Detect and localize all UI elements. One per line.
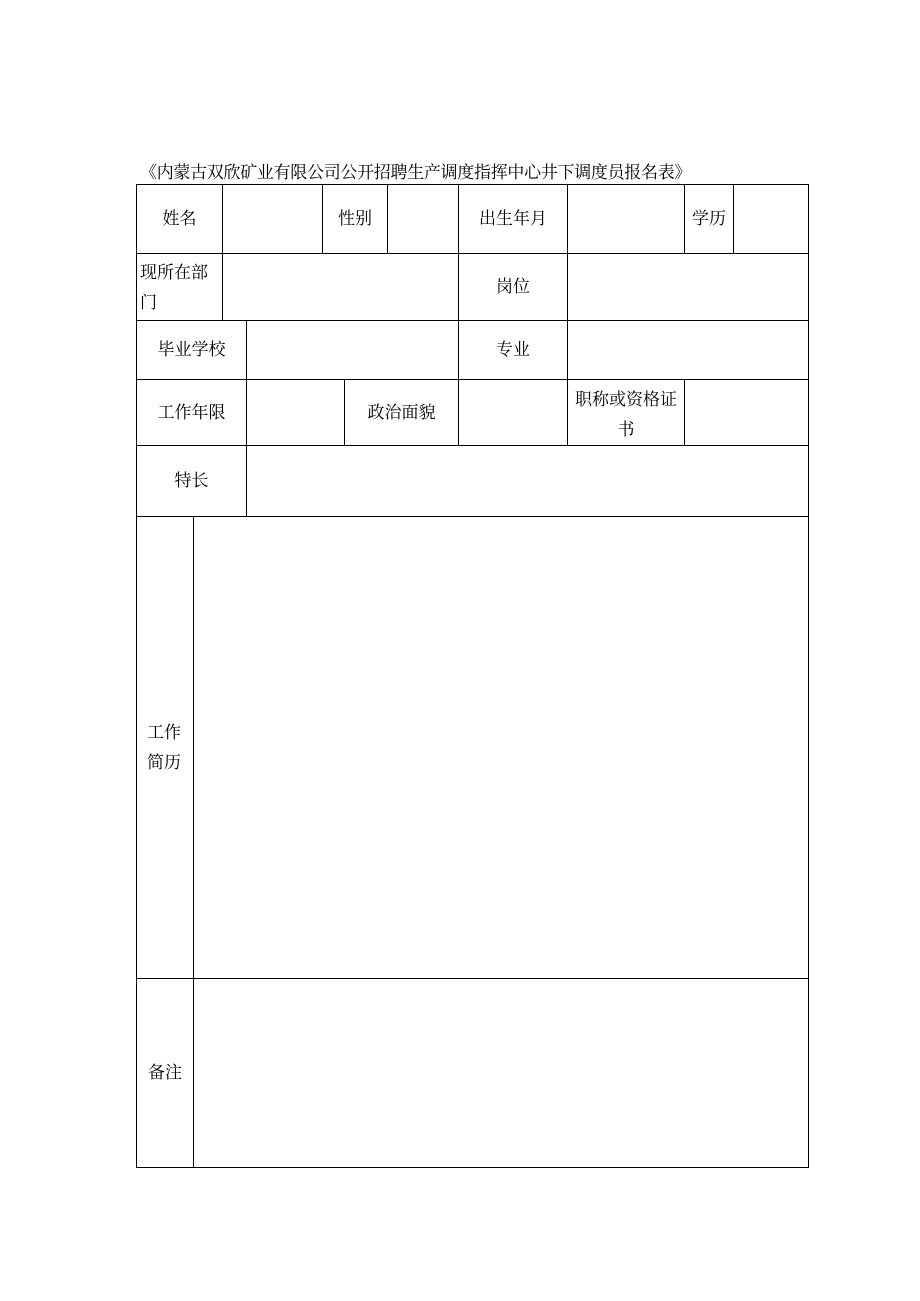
department-field[interactable] bbox=[223, 254, 458, 320]
work-history-label: 工作简历 bbox=[147, 722, 181, 773]
school-label: 毕业学校 bbox=[157, 340, 226, 360]
work-history-field[interactable] bbox=[194, 517, 808, 978]
title-cert-label: 职称或资格证书 bbox=[575, 390, 677, 440]
col-divider bbox=[567, 379, 568, 446]
education-field[interactable] bbox=[734, 185, 808, 253]
major-label: 专业 bbox=[496, 340, 530, 360]
school-field[interactable] bbox=[247, 321, 458, 379]
position-field[interactable] bbox=[568, 254, 808, 320]
name-label: 姓名 bbox=[162, 209, 197, 229]
education-label: 学历 bbox=[692, 209, 726, 229]
table-border-bottom bbox=[136, 1167, 809, 1168]
major-field[interactable] bbox=[568, 321, 808, 379]
title-cert-field[interactable] bbox=[685, 380, 808, 445]
political-status-field[interactable] bbox=[459, 380, 567, 445]
political-status-label: 政治面貌 bbox=[367, 402, 436, 423]
gender-label: 性别 bbox=[338, 209, 372, 229]
remarks-field[interactable] bbox=[194, 979, 808, 1167]
remarks-label: 备注 bbox=[148, 1063, 182, 1083]
position-label: 岗位 bbox=[496, 277, 530, 297]
birth-field[interactable] bbox=[568, 185, 684, 253]
department-label: 现所在部门 bbox=[140, 263, 208, 313]
gender-field[interactable] bbox=[388, 185, 458, 253]
table-border-right bbox=[808, 184, 809, 1168]
work-years-label: 工作年限 bbox=[157, 402, 226, 423]
birth-label: 出生年月 bbox=[479, 209, 547, 229]
work-years-field[interactable] bbox=[247, 380, 344, 445]
form-title: 《内蒙古双欣矿业有限公司公开招聘生产调度指挥中心井下调度员报名表》 bbox=[140, 163, 692, 183]
specialty-field[interactable] bbox=[247, 446, 808, 516]
specialty-label: 特长 bbox=[174, 471, 209, 491]
name-field[interactable] bbox=[223, 185, 322, 253]
